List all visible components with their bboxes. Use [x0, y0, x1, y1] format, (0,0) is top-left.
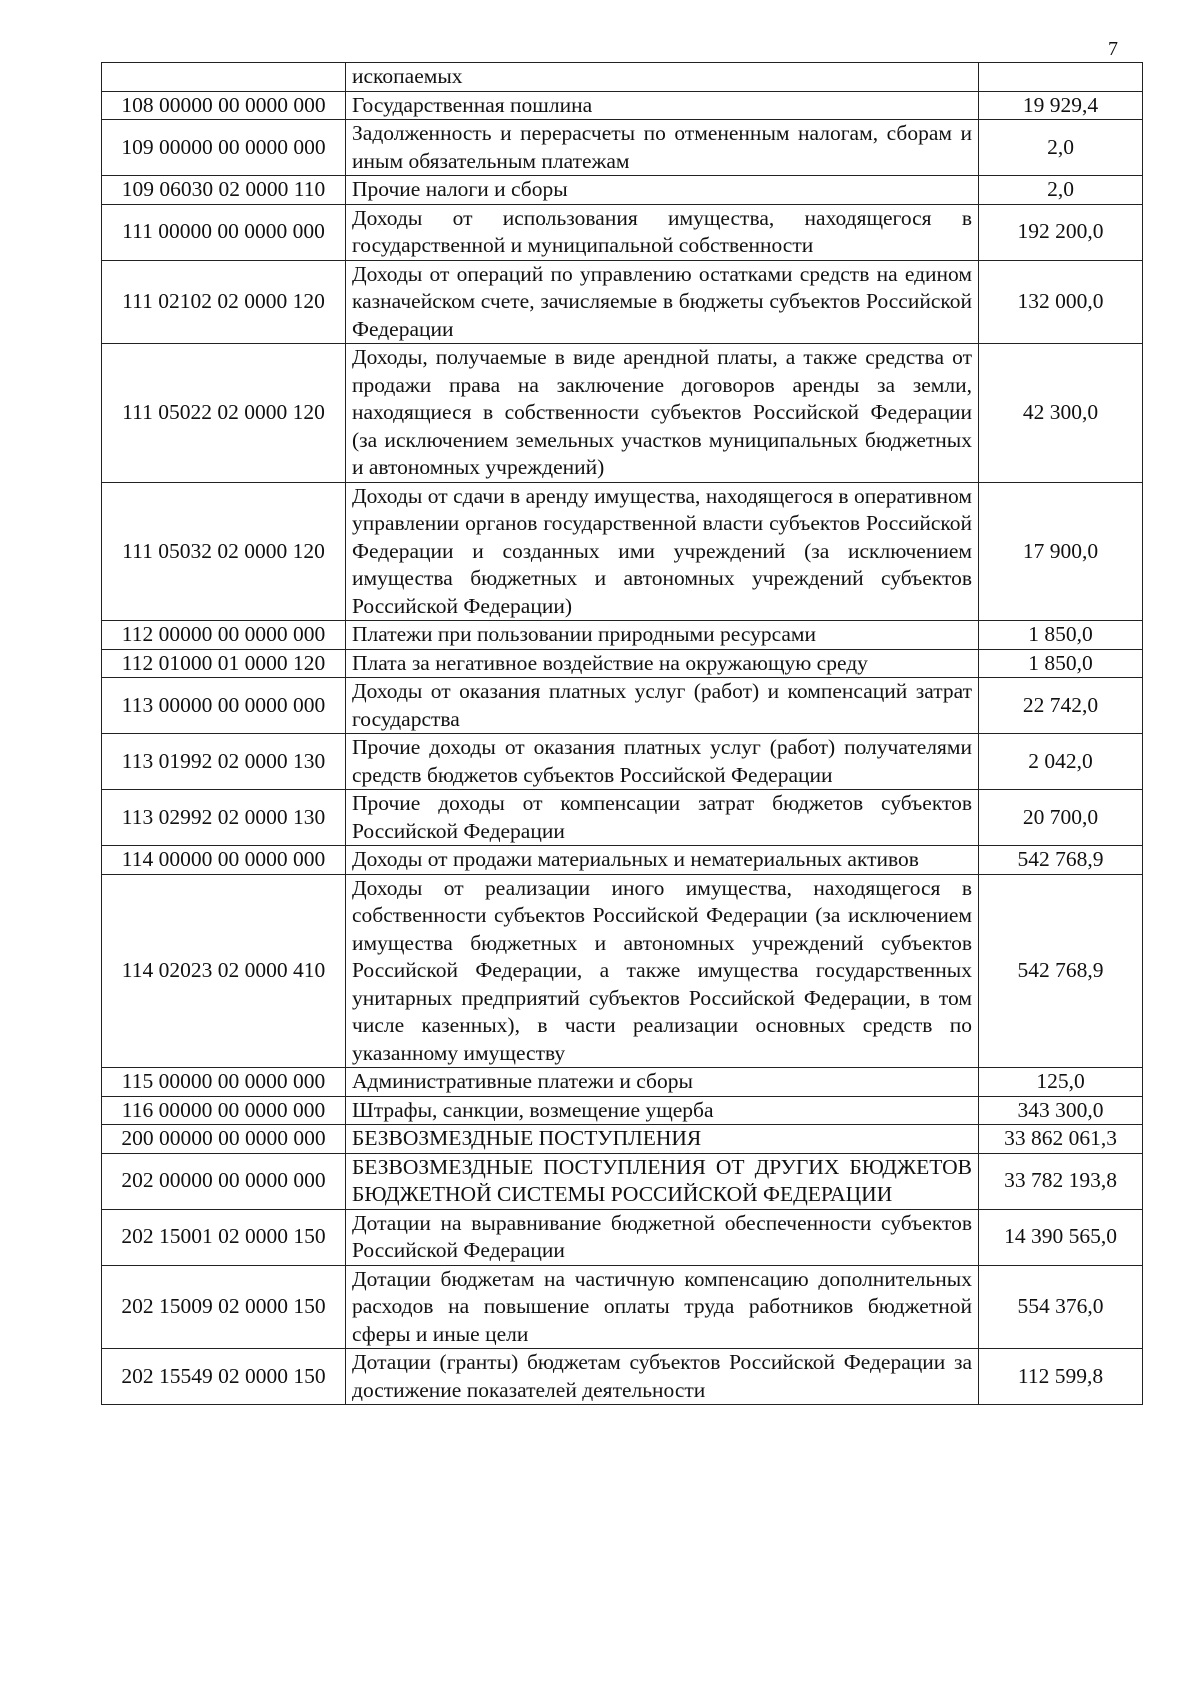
row-code: 113 00000 00 0000 000	[102, 678, 346, 734]
row-amount: 42 300,0	[979, 344, 1143, 483]
row-code: 109 00000 00 0000 000	[102, 120, 346, 176]
table-row	[102, 344, 1143, 483]
row-code: 202 15009 02 0000 150	[102, 1265, 346, 1349]
row-name: Доходы от использования имущества, находящегося в государственной и муниципальной собственности	[346, 204, 979, 260]
row-amount: 192 200,0	[979, 204, 1143, 260]
row-amount: 33 782 193,8	[979, 1153, 1143, 1209]
row-code: 113 01992 02 0000 130	[102, 734, 346, 790]
row-name: Дотации (гранты) бюджетам субъектов Российской Федерации за достижение показателей деятельности	[346, 1349, 979, 1405]
row-name: Доходы от операций по управлению остатками средств на едином казначейском счете, зачисляемые в бюджеты субъектов Российской Федерации	[346, 260, 979, 344]
table-row	[102, 1125, 1143, 1154]
row-code: 202 00000 00 0000 000	[102, 1153, 346, 1209]
table-row	[102, 176, 1143, 205]
table-row	[102, 1265, 1143, 1349]
row-code: 111 00000 00 0000 000	[102, 204, 346, 260]
table-row	[102, 1153, 1143, 1209]
row-code: 202 15549 02 0000 150	[102, 1349, 346, 1405]
row-amount: 2,0	[979, 120, 1143, 176]
row-amount: 17 900,0	[979, 482, 1143, 621]
row-code: 112 01000 01 0000 120	[102, 649, 346, 678]
row-code: 108 00000 00 0000 000	[102, 91, 346, 120]
row-code: 111 05032 02 0000 120	[102, 482, 346, 621]
row-name: Прочие доходы от оказания платных услуг (работ) получателями средств бюджетов субъектов Российской Федерации	[346, 734, 979, 790]
row-name: Государственная пошлина	[346, 91, 979, 120]
row-code: 202 15001 02 0000 150	[102, 1209, 346, 1265]
row-amount: 542 768,9	[979, 874, 1143, 1068]
row-amount: 554 376,0	[979, 1265, 1143, 1349]
row-name: Доходы от реализации иного имущества, находящегося в собственности субъектов Российской Федерации (за исключением имущества бюджетных и автономных учреждений субъектов Российской Федерации, а также имущества государственных унитарных предприятий субъектов Российской Федерации, в том числе казенных), в части реализации основных средств по указанному имуществу	[346, 874, 979, 1068]
table-row	[102, 204, 1143, 260]
row-name: Дотации на выравнивание бюджетной обеспеченности субъектов Российской Федерации	[346, 1209, 979, 1265]
row-code: 109 06030 02 0000 110	[102, 176, 346, 205]
row-amount: 22 742,0	[979, 678, 1143, 734]
table-row	[102, 790, 1143, 846]
row-name: Административные платежи и сборы	[346, 1068, 979, 1097]
table-row	[102, 1209, 1143, 1265]
page-number: 7	[1108, 38, 1118, 60]
row-name: БЕЗВОЗМЕЗДНЫЕ ПОСТУПЛЕНИЯ	[346, 1125, 979, 1154]
table-row	[102, 649, 1143, 678]
row-amount: 112 599,8	[979, 1349, 1143, 1405]
row-code: 112 00000 00 0000 000	[102, 621, 346, 650]
row-code: 114 00000 00 0000 000	[102, 846, 346, 875]
table-row	[102, 678, 1143, 734]
row-code: 111 05022 02 0000 120	[102, 344, 346, 483]
table-row	[102, 621, 1143, 650]
row-name: Доходы от оказания платных услуг (работ) и компенсаций затрат государства	[346, 678, 979, 734]
row-amount: 2,0	[979, 176, 1143, 205]
row-name: Доходы от продажи материальных и нематериальных активов	[346, 846, 979, 875]
table-row	[102, 846, 1143, 875]
row-amount: 343 300,0	[979, 1096, 1143, 1125]
table-row	[102, 120, 1143, 176]
row-code: 113 02992 02 0000 130	[102, 790, 346, 846]
row-name: Дотации бюджетам на частичную компенсацию дополнительных расходов на повышение оплаты труда работников бюджетной сферы и иные цели	[346, 1265, 979, 1349]
row-amount: 542 768,9	[979, 846, 1143, 875]
row-amount: 1 850,0	[979, 621, 1143, 650]
row-amount	[979, 63, 1143, 92]
table-row	[102, 1096, 1143, 1125]
table-row	[102, 734, 1143, 790]
row-code: 200 00000 00 0000 000	[102, 1125, 346, 1154]
row-name: ископаемых	[346, 63, 979, 92]
row-code: 111 02102 02 0000 120	[102, 260, 346, 344]
row-name: Доходы, получаемые в виде арендной платы, а также средства от продажи права на заключение договоров аренды за земли, находящиеся в собственности субъектов Российской Федерации (за исключением земельных участков муниципальных бюджетных и автономных учреждений)	[346, 344, 979, 483]
table-row	[102, 874, 1143, 1068]
row-name: Прочие налоги и сборы	[346, 176, 979, 205]
row-name: Доходы от сдачи в аренду имущества, находящегося в оперативном управлении органов государственной власти субъектов Российской Федерации и созданных ими учреждений (за исключением имущества бюджетных и автономных учреждений субъектов Российской Федерации)	[346, 482, 979, 621]
row-name: БЕЗВОЗМЕЗДНЫЕ ПОСТУПЛЕНИЯ ОТ ДРУГИХ БЮДЖЕТОВ БЮДЖЕТНОЙ СИСТЕМЫ РОССИЙСКОЙ ФЕДЕРАЦИИ	[346, 1153, 979, 1209]
row-amount: 19 929,4	[979, 91, 1143, 120]
table-row	[102, 1349, 1143, 1405]
row-amount: 20 700,0	[979, 790, 1143, 846]
row-amount: 1 850,0	[979, 649, 1143, 678]
row-name: Плата за негативное воздействие на окружающую среду	[346, 649, 979, 678]
table-row	[102, 1068, 1143, 1097]
row-code: 116 00000 00 0000 000	[102, 1096, 346, 1125]
row-name: Штрафы, санкции, возмещение ущерба	[346, 1096, 979, 1125]
row-name: Платежи при пользовании природными ресурсами	[346, 621, 979, 650]
table-row	[102, 91, 1143, 120]
table-row	[102, 260, 1143, 344]
row-amount: 132 000,0	[979, 260, 1143, 344]
table-row	[102, 63, 1143, 92]
row-amount: 125,0	[979, 1068, 1143, 1097]
row-amount: 33 862 061,3	[979, 1125, 1143, 1154]
row-name: Прочие доходы от компенсации затрат бюджетов субъектов Российской Федерации	[346, 790, 979, 846]
row-code: 115 00000 00 0000 000	[102, 1068, 346, 1097]
row-amount: 14 390 565,0	[979, 1209, 1143, 1265]
row-amount: 2 042,0	[979, 734, 1143, 790]
row-code	[102, 63, 346, 92]
table-row	[102, 482, 1143, 621]
revenue-table	[101, 62, 1143, 1405]
row-name: Задолженность и перерасчеты по отмененным налогам, сборам и иным обязательным платежам	[346, 120, 979, 176]
row-code: 114 02023 02 0000 410	[102, 874, 346, 1068]
